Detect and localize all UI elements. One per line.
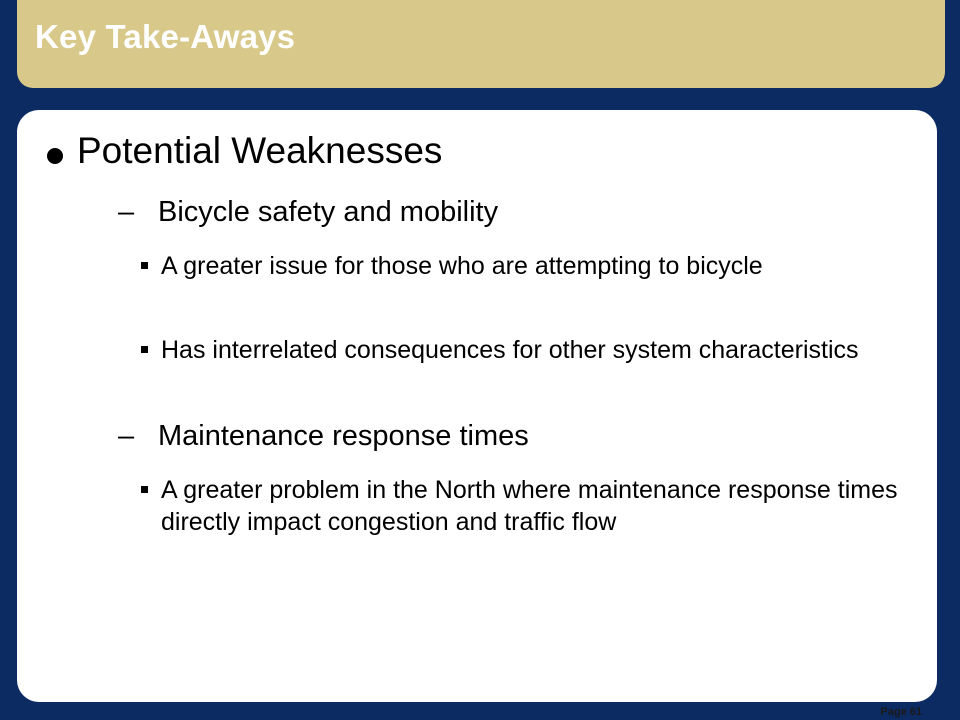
list-item <box>141 334 911 366</box>
content-panel <box>17 110 937 702</box>
main-heading: Potential Weaknesses <box>77 130 443 171</box>
slide-header <box>17 0 945 88</box>
list-item <box>141 250 911 282</box>
page-number: Page 61 <box>880 706 922 718</box>
slide-title: Key Take-Aways <box>35 18 296 55</box>
list-item-text: A greater problem in the North where maintenance response times directly impact congestion and traffic flow <box>161 476 898 536</box>
list-item-text: Has interrelated consequences for other system characteristics <box>161 336 859 364</box>
dash-bullet-icon: – <box>118 196 135 228</box>
list-item-text: A greater issue for those who are attempting to bicycle <box>161 252 763 280</box>
round-bullet-icon <box>47 148 63 164</box>
section-label: Bicycle safety and mobility <box>158 196 499 228</box>
square-bullet-icon <box>141 262 148 269</box>
square-bullet-icon <box>141 486 148 493</box>
section-label: Maintenance response times <box>158 420 529 452</box>
square-bullet-icon <box>141 346 148 353</box>
dash-bullet-icon: – <box>118 420 135 452</box>
list-item <box>141 474 911 538</box>
